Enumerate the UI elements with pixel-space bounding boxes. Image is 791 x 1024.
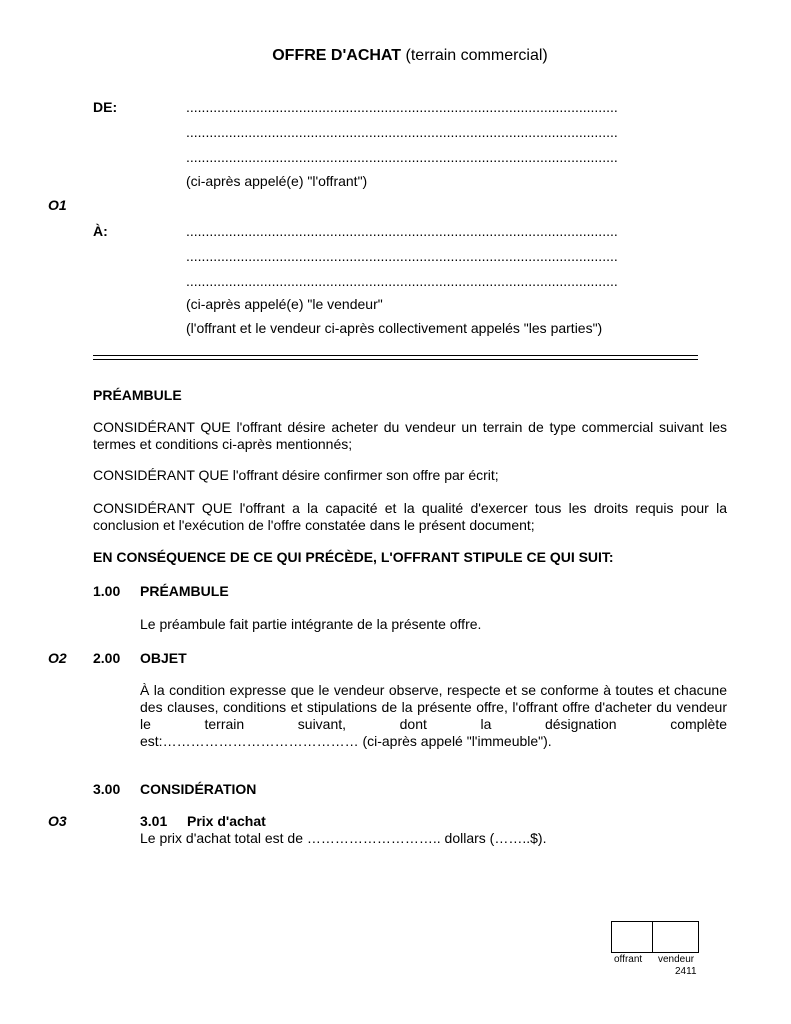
to-line-1[interactable]: ............................................................................................................... (186, 223, 618, 239)
section-2-text-end: est:…………………………………… (ci-après appelé "l'immeuble"). (140, 733, 552, 749)
from-line-3[interactable]: ............................................................................................................... (186, 149, 618, 165)
offrant-initials-label: offrant (614, 954, 643, 965)
section-2-title: OBJET (140, 650, 187, 666)
page-title (0, 47, 791, 65)
divider-top (93, 355, 698, 356)
section-3-title: CONSIDÉRATION (140, 781, 257, 797)
title-sub: (terrain commercial) (405, 47, 548, 64)
margin-marker-o1: O1 (48, 197, 67, 213)
initials-box-divider (652, 922, 653, 952)
from-line-1[interactable]: ............................................................................................................... (186, 99, 618, 115)
section-2-text: À la condition expresse que le vendeur observe, respecte et se conforme à toutes et chacune des clauses, conditions et stipulations de la présente offre, l'offrant offre d'acheter du vendeur le terrain suivant, dont la désignation complète (140, 682, 727, 732)
to-line-2[interactable]: ............................................................................................................... (186, 248, 618, 264)
preamble-paragraph-3: CONSIDÉRANT QUE l'offrant a la capacité et la qualité d'exercer tous les droits requis pour la conclusion et l'exécution de l'offre constatée dans le présent document; (93, 500, 727, 533)
section-301-text: Le prix d'achat total est de ……………………….. dollars (……..$). (140, 830, 547, 846)
section-1-title: PRÉAMBULE (140, 583, 229, 599)
section-1-text: Le préambule fait partie intégrante de la présente offre. (140, 616, 482, 632)
to-line-3[interactable]: ............................................................................................................... (186, 273, 618, 289)
from-designation: (ci-après appelé(e) "l'offrant") (186, 173, 368, 189)
to-designation: (ci-après appelé(e) "le vendeur" (186, 296, 383, 312)
from-line-2[interactable]: ............................................................................................................... (186, 124, 618, 140)
margin-marker-o2: O2 (48, 650, 67, 666)
parties-designation: (l'offrant et le vendeur ci-après collectivement appelés "les parties") (186, 320, 603, 336)
section-2-number: 2.00 (93, 650, 121, 666)
vendeur-initials-label: vendeur (658, 954, 695, 965)
section-3-number: 3.00 (93, 781, 121, 797)
preamble-heading: PRÉAMBULE (93, 387, 182, 403)
section-301-number: 3.01 (140, 813, 168, 829)
to-label: À: (93, 223, 108, 239)
consequence-heading: EN CONSÉQUENCE DE CE QUI PRÉCÈDE, L'OFFRANT STIPULE CE QUI SUIT: (93, 549, 614, 565)
margin-marker-o3: O3 (48, 813, 67, 829)
initials-box (611, 921, 699, 953)
section-301-title: Prix d'achat (187, 813, 266, 829)
preamble-paragraph-1: CONSIDÉRANT QUE l'offrant désire acheter du vendeur un terrain de type commercial suivant les termes et conditions ci-après mentionnés; (93, 419, 727, 452)
section-1-number: 1.00 (93, 583, 121, 599)
from-label: DE: (93, 99, 118, 115)
form-code: 2411 (675, 966, 697, 977)
divider-bottom (93, 359, 698, 360)
preamble-paragraph-2: CONSIDÉRANT QUE l'offrant désire confirmer son offre par écrit; (93, 467, 499, 483)
title-main: OFFRE D'ACHAT (272, 47, 402, 64)
